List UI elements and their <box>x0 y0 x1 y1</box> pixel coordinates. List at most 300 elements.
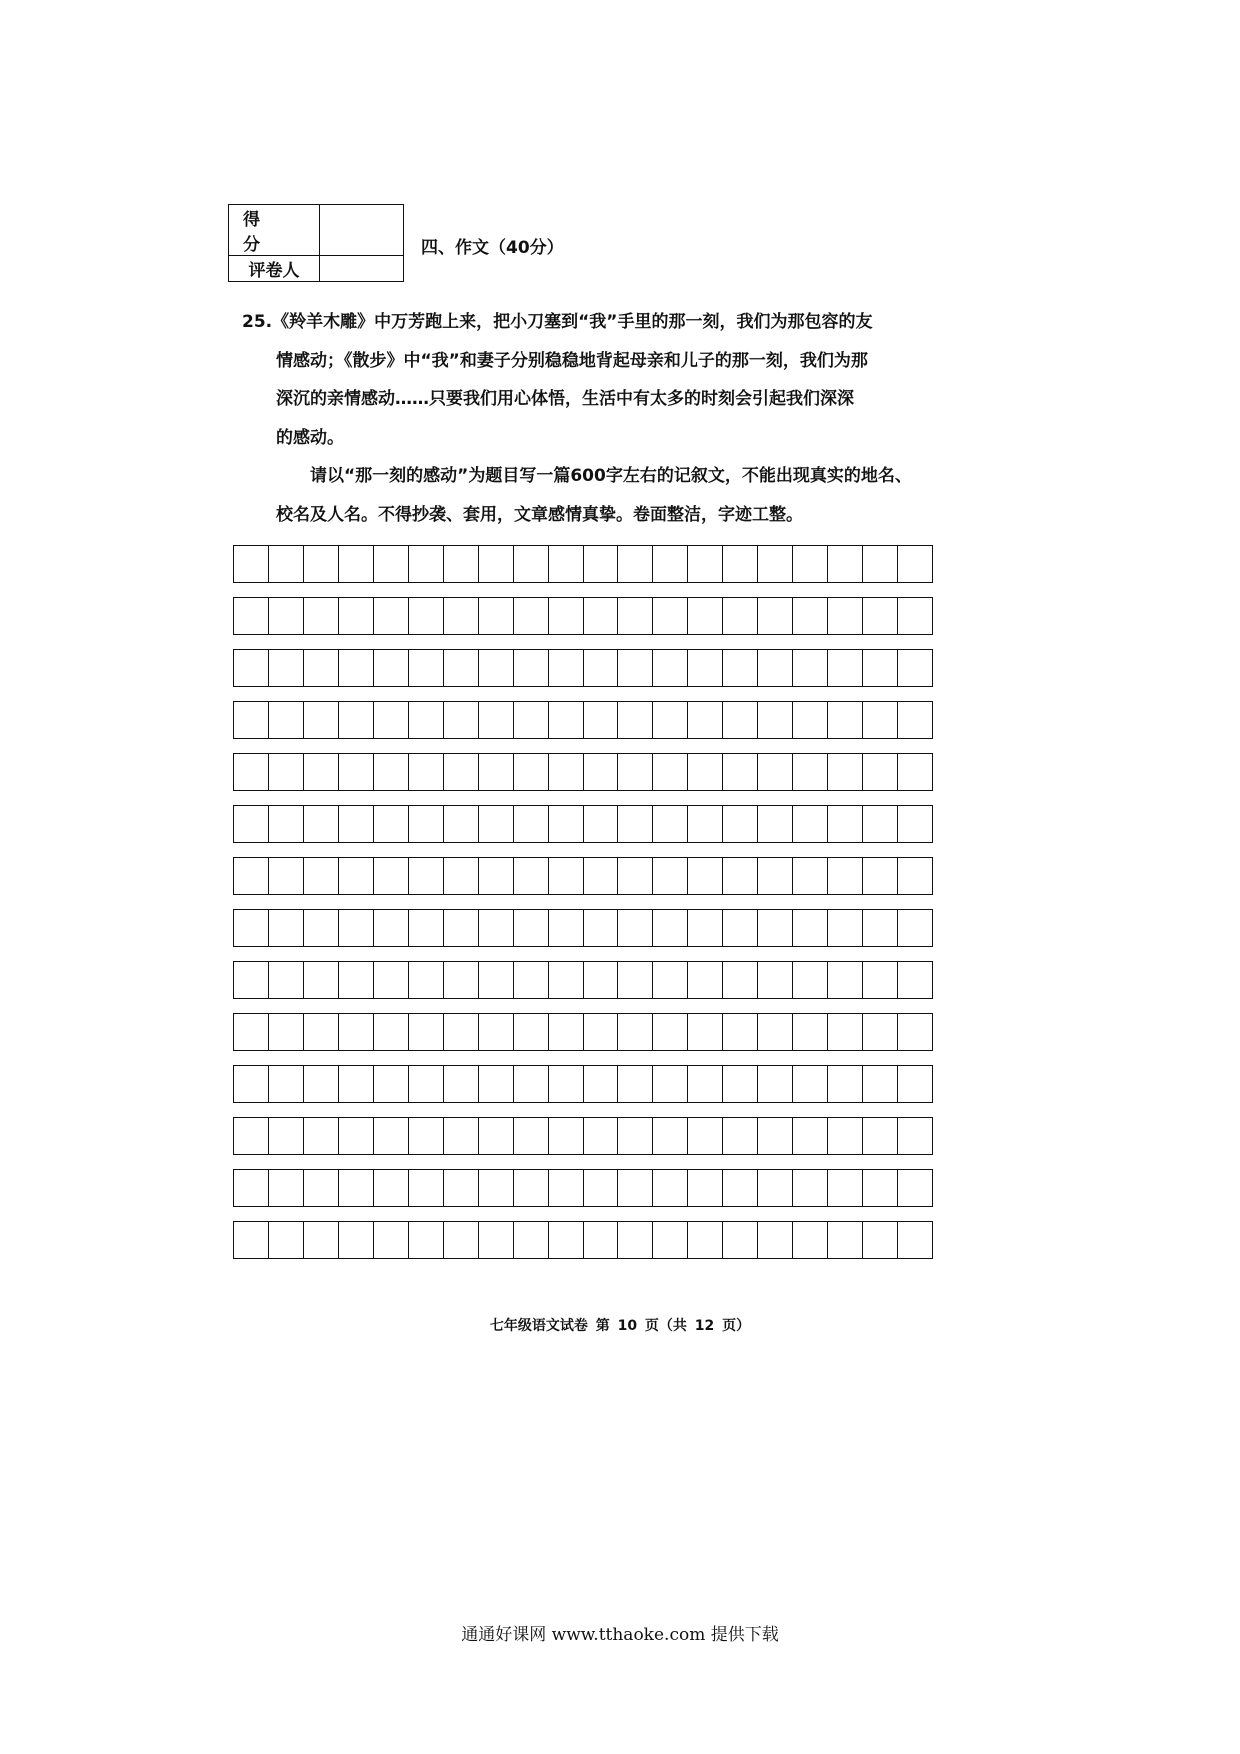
grid-cell[interactable] <box>269 806 304 842</box>
score-box <box>228 204 404 282</box>
grid-cell[interactable] <box>514 858 549 894</box>
grid-cell[interactable] <box>444 1066 479 1102</box>
grid-cell[interactable] <box>653 1014 688 1050</box>
grid-cell[interactable] <box>304 650 339 686</box>
question-line: 25.《羚羊木雕》中万芳跑上来，把小刀塞到“我”手里的那一刻，我们为那包容的友 <box>242 312 873 332</box>
grid-cell[interactable] <box>723 1170 758 1206</box>
grid-cell[interactable] <box>409 1118 444 1154</box>
grid-cell[interactable] <box>269 598 304 634</box>
grid-cell[interactable] <box>444 806 479 842</box>
grid-row <box>233 1065 933 1103</box>
grid-cell[interactable] <box>758 1066 793 1102</box>
grid-cell[interactable] <box>723 754 758 790</box>
grid-cell[interactable] <box>549 1118 584 1154</box>
grid-cell[interactable] <box>723 702 758 738</box>
grid-cell[interactable] <box>793 910 828 946</box>
grid-cell[interactable] <box>234 910 269 946</box>
grid-cell[interactable] <box>479 650 514 686</box>
grid-cell[interactable] <box>409 858 444 894</box>
grid-cell[interactable] <box>758 858 793 894</box>
grid-cell[interactable] <box>688 1170 723 1206</box>
grid-cell[interactable] <box>618 702 653 738</box>
grid-cell[interactable] <box>339 1170 374 1206</box>
grid-cell[interactable] <box>758 910 793 946</box>
grid-cell[interactable] <box>514 1066 549 1102</box>
grid-cell[interactable] <box>793 1222 828 1258</box>
grid-cell[interactable] <box>828 1170 863 1206</box>
grid-cell[interactable] <box>339 1118 374 1154</box>
grid-cell[interactable] <box>688 1118 723 1154</box>
grid-cell[interactable] <box>898 962 932 998</box>
grid-cell[interactable] <box>618 546 653 582</box>
grid-cell[interactable] <box>653 754 688 790</box>
grid-cell[interactable] <box>514 754 549 790</box>
grid-cell[interactable] <box>304 702 339 738</box>
grid-cell[interactable] <box>618 858 653 894</box>
grid-cell[interactable] <box>653 1170 688 1206</box>
grid-cell[interactable] <box>444 910 479 946</box>
grid-cell[interactable] <box>514 910 549 946</box>
grid-cell[interactable] <box>688 806 723 842</box>
grid-cell[interactable] <box>409 546 444 582</box>
grid-cell[interactable] <box>339 598 374 634</box>
grid-cell[interactable] <box>549 1170 584 1206</box>
question-line: 情感动；《散步》中“我”和妻子分别稳稳地背起母亲和儿子的那一刻，我们为那 <box>276 350 868 371</box>
section-title: 四、作文（40分） <box>421 238 564 258</box>
grid-cell[interactable] <box>898 1066 932 1102</box>
grid-cell[interactable] <box>863 858 898 894</box>
grid-cell[interactable] <box>758 754 793 790</box>
grid-cell[interactable] <box>269 754 304 790</box>
grid-cell[interactable] <box>584 1222 619 1258</box>
grid-cell[interactable] <box>758 702 793 738</box>
grid-cell[interactable] <box>688 910 723 946</box>
grid-cell[interactable] <box>479 546 514 582</box>
grid-cell[interactable] <box>339 702 374 738</box>
grid-cell[interactable] <box>863 546 898 582</box>
grid-cell[interactable] <box>758 650 793 686</box>
grid-cell[interactable] <box>374 546 409 582</box>
grid-cell[interactable] <box>514 598 549 634</box>
grid-cell[interactable] <box>653 546 688 582</box>
grid-cell[interactable] <box>479 598 514 634</box>
grid-cell[interactable] <box>723 546 758 582</box>
grid-cell[interactable] <box>234 806 269 842</box>
watermark-text: 通通好课网 www.tthaoke.com 提供下载 <box>461 1625 779 1645</box>
grid-cell[interactable] <box>618 598 653 634</box>
grid-cell[interactable] <box>793 1014 828 1050</box>
grid-cell[interactable] <box>828 754 863 790</box>
grid-cell[interactable] <box>898 650 932 686</box>
grid-cell[interactable] <box>444 650 479 686</box>
grid-cell[interactable] <box>688 1014 723 1050</box>
grid-cell[interactable] <box>514 1118 549 1154</box>
grid-cell[interactable] <box>863 1222 898 1258</box>
grid-cell[interactable] <box>618 806 653 842</box>
grid-cell[interactable] <box>514 546 549 582</box>
grid-cell[interactable] <box>269 650 304 686</box>
grid-cell[interactable] <box>514 650 549 686</box>
grid-cell[interactable] <box>479 806 514 842</box>
grid-cell[interactable] <box>549 598 584 634</box>
grid-cell[interactable] <box>269 910 304 946</box>
grid-cell[interactable] <box>374 1170 409 1206</box>
grid-cell[interactable] <box>618 910 653 946</box>
grid-cell[interactable] <box>514 702 549 738</box>
grid-cell[interactable] <box>758 1118 793 1154</box>
grid-cell[interactable] <box>304 1170 339 1206</box>
grid-cell[interactable] <box>723 858 758 894</box>
grid-cell[interactable] <box>828 598 863 634</box>
grid-cell[interactable] <box>688 598 723 634</box>
grid-cell[interactable] <box>828 806 863 842</box>
grid-cell[interactable] <box>549 702 584 738</box>
grid-cell[interactable] <box>374 1066 409 1102</box>
grid-cell[interactable] <box>304 1118 339 1154</box>
grid-cell[interactable] <box>898 910 932 946</box>
grid-cell[interactable] <box>304 858 339 894</box>
grid-cell[interactable] <box>653 598 688 634</box>
grid-cell[interactable] <box>758 598 793 634</box>
grid-cell[interactable] <box>828 962 863 998</box>
score-label: 得 分 <box>229 205 320 256</box>
grid-cell[interactable] <box>758 962 793 998</box>
grid-cell[interactable] <box>653 910 688 946</box>
grid-cell[interactable] <box>409 702 444 738</box>
grid-cell[interactable] <box>688 962 723 998</box>
grid-cell[interactable] <box>409 1014 444 1050</box>
grid-cell[interactable] <box>304 962 339 998</box>
grid-cell[interactable] <box>549 1014 584 1050</box>
grid-cell[interactable] <box>793 650 828 686</box>
grid-cell[interactable] <box>444 598 479 634</box>
grid-cell[interactable] <box>653 806 688 842</box>
grid-cell[interactable] <box>898 1222 932 1258</box>
grid-cell[interactable] <box>234 1222 269 1258</box>
grid-cell[interactable] <box>549 1222 584 1258</box>
grid-cell[interactable] <box>584 1066 619 1102</box>
grid-cell[interactable] <box>374 754 409 790</box>
grid-cell[interactable] <box>793 962 828 998</box>
grid-cell[interactable] <box>653 962 688 998</box>
grid-cell[interactable] <box>339 1066 374 1102</box>
grid-cell[interactable] <box>584 702 619 738</box>
grid-cell[interactable] <box>549 962 584 998</box>
grid-cell[interactable] <box>688 1222 723 1258</box>
grid-cell[interactable] <box>409 962 444 998</box>
grid-cell[interactable] <box>234 858 269 894</box>
grid-cell[interactable] <box>374 650 409 686</box>
grid-cell[interactable] <box>374 806 409 842</box>
grid-cell[interactable] <box>339 858 374 894</box>
grid-cell[interactable] <box>898 598 932 634</box>
grid-cell[interactable] <box>898 1170 932 1206</box>
grid-cell[interactable] <box>374 1014 409 1050</box>
grid-cell[interactable] <box>723 962 758 998</box>
grid-cell[interactable] <box>549 754 584 790</box>
grid-cell[interactable] <box>584 1170 619 1206</box>
grid-cell[interactable] <box>863 806 898 842</box>
grid-cell[interactable] <box>374 858 409 894</box>
grid-cell[interactable] <box>793 546 828 582</box>
grid-cell[interactable] <box>584 1014 619 1050</box>
grid-cell[interactable] <box>444 702 479 738</box>
grid-cell[interactable] <box>409 754 444 790</box>
grid-cell[interactable] <box>234 962 269 998</box>
grid-cell[interactable] <box>758 546 793 582</box>
grid-cell[interactable] <box>444 1014 479 1050</box>
score-value-field[interactable] <box>320 205 403 256</box>
grid-cell[interactable] <box>828 702 863 738</box>
grid-cell[interactable] <box>269 962 304 998</box>
grid-cell[interactable] <box>688 702 723 738</box>
grid-cell[interactable] <box>828 1014 863 1050</box>
grid-cell[interactable] <box>339 650 374 686</box>
grid-cell[interactable] <box>898 806 932 842</box>
grid-cell[interactable] <box>514 806 549 842</box>
grid-cell[interactable] <box>549 858 584 894</box>
grid-cell[interactable] <box>653 702 688 738</box>
grid-cell[interactable] <box>339 806 374 842</box>
grid-cell[interactable] <box>898 702 932 738</box>
grid-cell[interactable] <box>828 910 863 946</box>
grid-cell[interactable] <box>444 546 479 582</box>
grid-cell[interactable] <box>234 650 269 686</box>
grid-cell[interactable] <box>514 962 549 998</box>
grid-cell[interactable] <box>269 858 304 894</box>
grid-cell[interactable] <box>444 962 479 998</box>
grid-cell[interactable] <box>269 702 304 738</box>
grid-cell[interactable] <box>304 806 339 842</box>
grid-cell[interactable] <box>269 546 304 582</box>
grid-cell[interactable] <box>653 1118 688 1154</box>
grid-cell[interactable] <box>898 546 932 582</box>
grid-cell[interactable] <box>863 650 898 686</box>
grid-cell[interactable] <box>723 1222 758 1258</box>
grid-cell[interactable] <box>514 1222 549 1258</box>
grid-cell[interactable] <box>828 650 863 686</box>
grid-cell[interactable] <box>549 910 584 946</box>
grid-cell[interactable] <box>339 910 374 946</box>
grid-cell[interactable] <box>374 1118 409 1154</box>
grid-cell[interactable] <box>863 910 898 946</box>
grid-cell[interactable] <box>898 1118 932 1154</box>
grid-cell[interactable] <box>688 650 723 686</box>
grid-cell[interactable] <box>409 1222 444 1258</box>
grid-cell[interactable] <box>584 598 619 634</box>
question-line: 的感动。 <box>276 427 344 448</box>
grid-cell[interactable] <box>653 858 688 894</box>
grid-cell[interactable] <box>234 598 269 634</box>
grid-cell[interactable] <box>584 858 619 894</box>
grid-cell[interactable] <box>339 1222 374 1258</box>
question-line: 校名及人名。不得抄袭、套用，文章感情真挚。卷面整洁，字迹工整。 <box>276 504 803 525</box>
grid-cell[interactable] <box>828 1118 863 1154</box>
grid-cell[interactable] <box>688 858 723 894</box>
grid-cell[interactable] <box>409 910 444 946</box>
grid-cell[interactable] <box>339 754 374 790</box>
grid-cell[interactable] <box>304 910 339 946</box>
grid-cell[interactable] <box>234 1118 269 1154</box>
grid-cell[interactable] <box>374 598 409 634</box>
grid-cell[interactable] <box>479 1118 514 1154</box>
grid-row <box>233 909 933 947</box>
grid-cell[interactable] <box>304 1222 339 1258</box>
grid-cell[interactable] <box>793 1118 828 1154</box>
grid-cell[interactable] <box>409 1170 444 1206</box>
grid-cell[interactable] <box>269 1066 304 1102</box>
grid-cell[interactable] <box>444 858 479 894</box>
grid-cell[interactable] <box>828 858 863 894</box>
grid-cell[interactable] <box>339 1014 374 1050</box>
grid-cell[interactable] <box>828 546 863 582</box>
grid-cell[interactable] <box>723 1066 758 1102</box>
grid-cell[interactable] <box>549 806 584 842</box>
grid-cell[interactable] <box>409 598 444 634</box>
grid-cell[interactable] <box>339 962 374 998</box>
grid-row <box>233 545 933 583</box>
grid-cell[interactable] <box>793 598 828 634</box>
writing-grid[interactable] <box>233 545 933 1273</box>
grid-cell[interactable] <box>269 1118 304 1154</box>
grid-cell[interactable] <box>828 1066 863 1102</box>
grid-cell[interactable] <box>863 1066 898 1102</box>
grid-cell[interactable] <box>863 1014 898 1050</box>
grid-cell[interactable] <box>723 806 758 842</box>
grid-cell[interactable] <box>584 546 619 582</box>
grid-row <box>233 1169 933 1207</box>
grid-row <box>233 857 933 895</box>
grid-cell[interactable] <box>723 1118 758 1154</box>
grid-cell[interactable] <box>549 1066 584 1102</box>
grid-cell[interactable] <box>514 1170 549 1206</box>
grid-cell[interactable] <box>618 650 653 686</box>
grid-cell[interactable] <box>269 1014 304 1050</box>
grid-cell[interactable] <box>584 910 619 946</box>
grid-cell[interactable] <box>863 702 898 738</box>
grid-row <box>233 753 933 791</box>
grid-cell[interactable] <box>863 962 898 998</box>
grid-cell[interactable] <box>723 650 758 686</box>
grid-cell[interactable] <box>549 650 584 686</box>
grid-cell[interactable] <box>374 962 409 998</box>
grid-cell[interactable] <box>234 1066 269 1102</box>
grid-cell[interactable] <box>304 598 339 634</box>
grid-cell[interactable] <box>618 962 653 998</box>
grid-cell[interactable] <box>269 1222 304 1258</box>
grid-row <box>233 701 933 739</box>
grid-cell[interactable] <box>758 806 793 842</box>
grid-cell[interactable] <box>584 962 619 998</box>
grid-cell[interactable] <box>653 1066 688 1102</box>
grid-cell[interactable] <box>479 1066 514 1102</box>
grid-cell[interactable] <box>618 1118 653 1154</box>
grid-cell[interactable] <box>688 754 723 790</box>
grid-cell[interactable] <box>618 1066 653 1102</box>
grid-cell[interactable] <box>653 1222 688 1258</box>
grid-cell[interactable] <box>723 1014 758 1050</box>
grid-cell[interactable] <box>444 754 479 790</box>
grid-cell[interactable] <box>234 702 269 738</box>
grid-cell[interactable] <box>618 1170 653 1206</box>
grid-cell[interactable] <box>618 1222 653 1258</box>
grid-cell[interactable] <box>234 1014 269 1050</box>
grid-cell[interactable] <box>304 1066 339 1102</box>
grid-cell[interactable] <box>793 858 828 894</box>
grid-cell[interactable] <box>653 650 688 686</box>
grid-cell[interactable] <box>549 546 584 582</box>
grid-cell[interactable] <box>444 1118 479 1154</box>
grader-value-field[interactable] <box>320 256 403 281</box>
grid-cell[interactable] <box>514 1014 549 1050</box>
grid-cell[interactable] <box>828 1222 863 1258</box>
grid-cell[interactable] <box>444 1170 479 1206</box>
grid-cell[interactable] <box>793 1066 828 1102</box>
grid-cell[interactable] <box>479 754 514 790</box>
grid-cell[interactable] <box>898 1014 932 1050</box>
grid-cell[interactable] <box>409 650 444 686</box>
grid-cell[interactable] <box>374 910 409 946</box>
grid-row <box>233 961 933 999</box>
question-line: 深沉的亲情感动……只要我们用心体悟，生活中有太多的时刻会引起我们深深 <box>276 389 854 409</box>
grid-cell[interactable] <box>584 650 619 686</box>
grid-cell[interactable] <box>444 1222 479 1258</box>
grid-cell[interactable] <box>758 1170 793 1206</box>
grid-cell[interactable] <box>723 910 758 946</box>
grid-cell[interactable] <box>688 546 723 582</box>
grid-cell[interactable] <box>758 1014 793 1050</box>
grid-cell[interactable] <box>688 1066 723 1102</box>
grid-cell[interactable] <box>479 962 514 998</box>
grid-cell[interactable] <box>758 1222 793 1258</box>
grid-cell[interactable] <box>479 1170 514 1206</box>
grid-cell[interactable] <box>793 754 828 790</box>
grid-cell[interactable] <box>793 806 828 842</box>
grid-cell[interactable] <box>898 858 932 894</box>
grid-cell[interactable] <box>618 754 653 790</box>
grid-cell[interactable] <box>863 598 898 634</box>
grid-cell[interactable] <box>374 1222 409 1258</box>
grid-cell[interactable] <box>584 1118 619 1154</box>
grid-cell[interactable] <box>863 1170 898 1206</box>
grid-cell[interactable] <box>479 858 514 894</box>
grid-cell[interactable] <box>479 1014 514 1050</box>
grid-cell[interactable] <box>304 546 339 582</box>
grid-cell[interactable] <box>374 702 409 738</box>
grid-cell[interactable] <box>618 1014 653 1050</box>
grid-cell[interactable] <box>234 546 269 582</box>
grid-cell[interactable] <box>723 598 758 634</box>
grid-cell[interactable] <box>234 754 269 790</box>
grid-cell[interactable] <box>269 1170 304 1206</box>
grid-cell[interactable] <box>339 546 374 582</box>
grid-cell[interactable] <box>409 1066 444 1102</box>
grid-cell[interactable] <box>409 806 444 842</box>
grid-cell[interactable] <box>479 702 514 738</box>
grid-cell[interactable] <box>863 754 898 790</box>
grid-cell[interactable] <box>479 910 514 946</box>
grid-cell[interactable] <box>863 1118 898 1154</box>
grid-cell[interactable] <box>898 754 932 790</box>
grid-cell[interactable] <box>793 702 828 738</box>
grid-cell[interactable] <box>584 806 619 842</box>
grid-cell[interactable] <box>234 1170 269 1206</box>
grid-cell[interactable] <box>304 1014 339 1050</box>
grid-cell[interactable] <box>584 754 619 790</box>
grid-cell[interactable] <box>479 1222 514 1258</box>
grid-cell[interactable] <box>304 754 339 790</box>
grid-cell[interactable] <box>793 1170 828 1206</box>
